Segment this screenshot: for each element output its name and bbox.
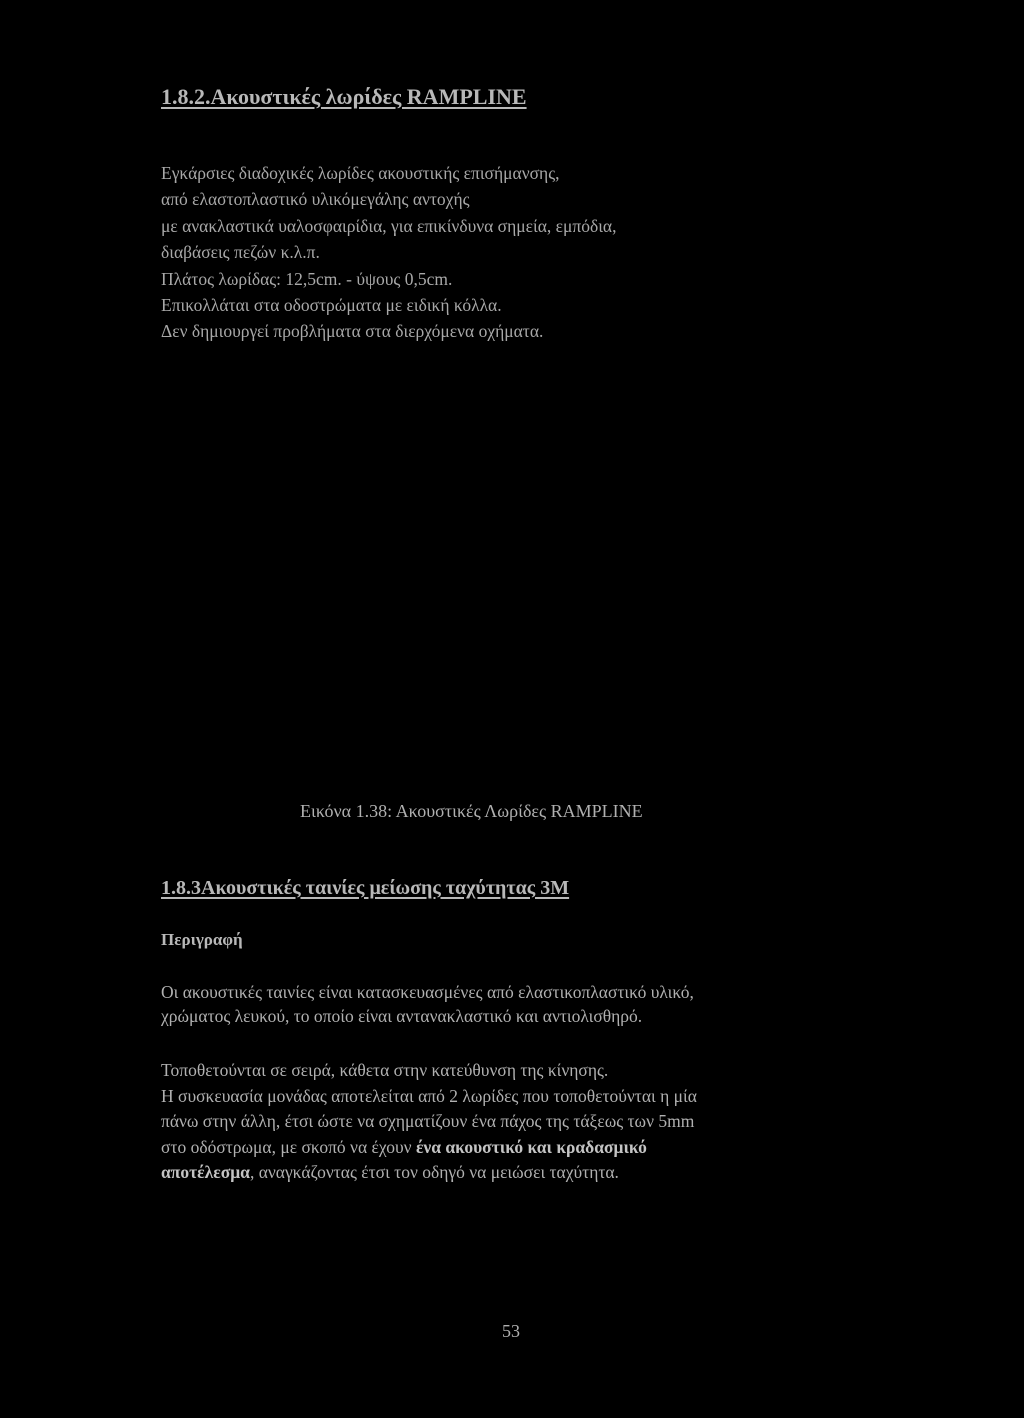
description-line: από ελαστοπλαστικό υλικόμεγάλης αντοχής [161, 189, 470, 210]
description-line: με ανακλαστικά υαλοσφαιρίδια, για επικίνδυνα σημεία, εμπόδια, [161, 215, 617, 236]
emphasis-text: ένα ακουστικό και κραδασμικό [415, 1136, 647, 1157]
description-line: Επικολλάται στα οδοστρώματα με ειδική κόλλα. [161, 294, 502, 315]
page-number: 53 [502, 1321, 520, 1341]
paragraph-line: Οι ακουστικές ταινίες είναι κατασκευασμένες από ελαστικοπλαστικό υλικό, [161, 982, 694, 1002]
description-line: διαβάσεις πεζών κ.λ.π. [161, 242, 320, 263]
description-line: Πλάτος λωρίδας: 12,5cm. - ύψους 0,5cm. [161, 268, 453, 289]
paragraph-installation [161, 1058, 697, 1186]
subheading-description: Περιγραφή [161, 930, 243, 949]
figure-caption: Εικόνα 1.38: Ακουστικές Λωρίδες RAMPLINE [300, 801, 643, 821]
description-line: Εγκάρσιες διαδοχικές λωρίδες ακουστικής επισήμανσης, [161, 163, 560, 183]
paragraph-line-mixed [161, 1135, 697, 1161]
paragraph-materials [161, 980, 694, 1028]
paragraph-line-mixed [161, 1160, 697, 1186]
description-line: Δεν δημιουργεί προβλήματα στα διερχόμενα οχήματα. [161, 321, 544, 342]
paragraph-line: Η συσκευασία μονάδας αποτελείται από 2 λωρίδες που τοποθετούνται η μία [161, 1085, 697, 1106]
section-heading-rampline: 1.8.2.Ακουστικές λωρίδες RAMPLINE [161, 84, 527, 109]
paragraph-line: χρώματος λευκού, το οποίο είναι αντανακλαστικό και αντιολισθηρό. [161, 1006, 643, 1026]
emphasis-text: αποτέλεσμα [161, 1162, 250, 1182]
rampline-description [161, 160, 616, 345]
line-text: στο οδόστρωμα, με σκοπό να έχουν [161, 1136, 416, 1157]
paragraph-line: πάνω στην άλλη, έτσι ώστε να σχηματίζουν ένα πάχος της τάξεως των 5mm [161, 1111, 695, 1131]
paragraph-line: Τοποθετούνται σε σειρά, κάθετα στην κατεύθυνση της κίνησης. [161, 1060, 609, 1080]
section-heading-3m: 1.8.3Ακουστικές ταινίες μείωσης ταχύτητας 3M [161, 877, 570, 899]
line-text: , αναγκάζοντας έτσι τον οδηγό να μειώσει ταχύτητα. [249, 1162, 619, 1182]
